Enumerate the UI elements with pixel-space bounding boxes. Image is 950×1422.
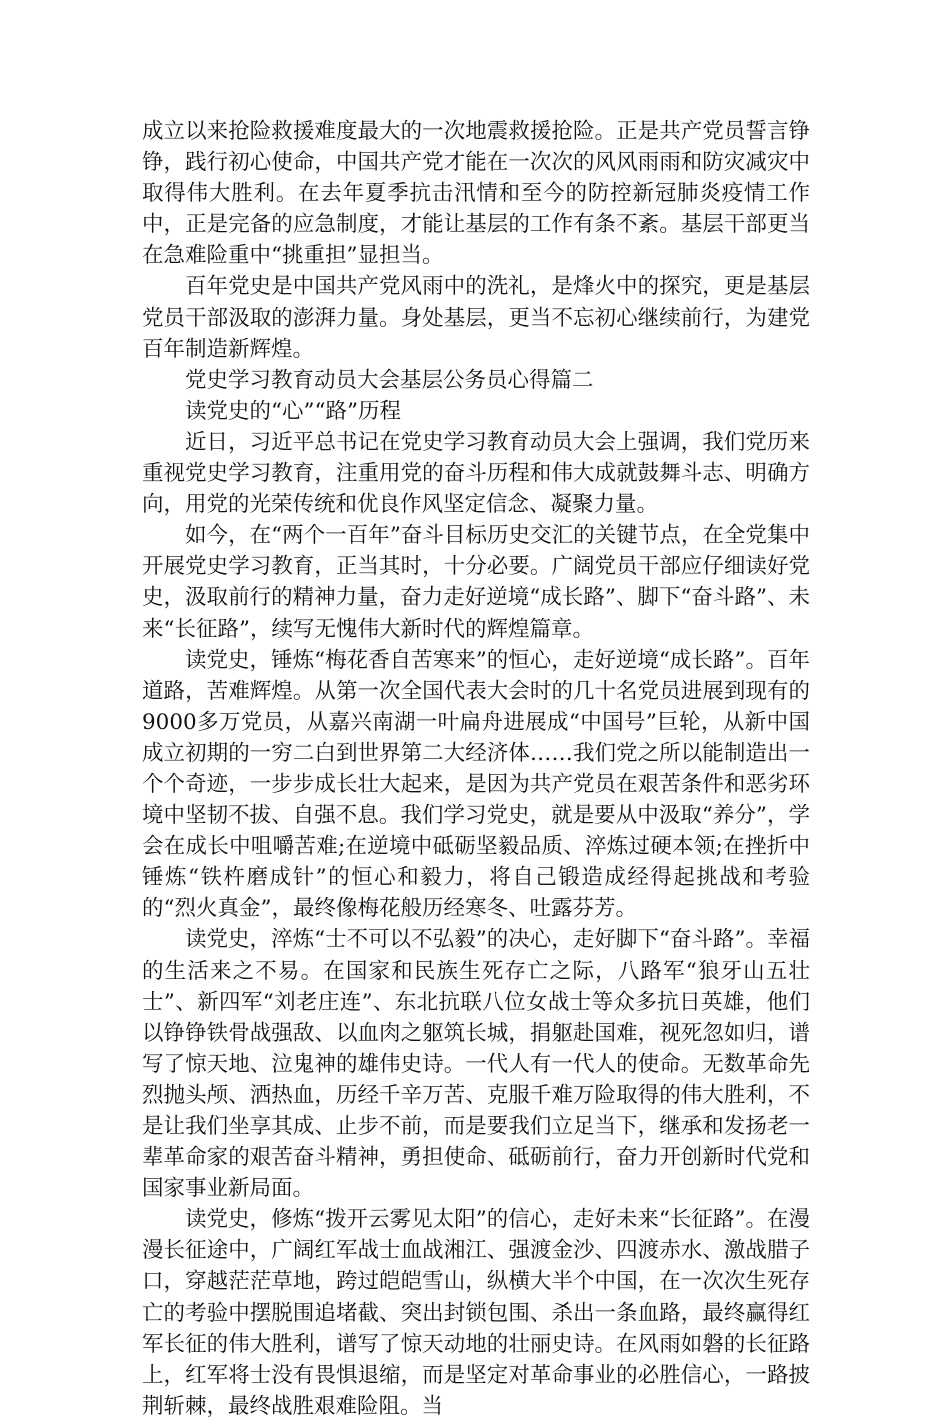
article-title: 党史学习教育动员大会基层公务员心得篇二: [185, 367, 594, 393]
paragraph: 读党史，修炼“拨开云雾见太阳”的信心，走好未来“长征路”。在漫漫长征途中，广阔红军战士血战湘江、强渡金沙、四渡赤水、激战腊子口，穿越茫茫草地，跨过皑皑雪山，纵横大半个中国，在一次次生死存亡的考验中摆脱围追堵截、突出封锁包围、杀出一条血路，最终赢得红军长征的伟大胜利，谱写了惊天动地的壮丽史诗。在风雨如磐的长征路上，红军将士没有畏惧退缩，而是坚定对革命事业的必胜信心，一路披荆斩棘，最终战胜艰难险阻。当: [142, 1207, 810, 1419]
article-subtitle: 读党史的“心”“路”历程: [185, 398, 401, 424]
paragraph: 读党史，锤炼“梅花香自苦寒来”的恒心，走好逆境“成长路”。百年道路，苦难辉煌。从第一次全国代表大会时的几十名党员进展到现有的9000多万党员，从嘉兴南湖一叶扁舟进展成“中国号”巨轮，从新中国成立初期的一穷二白到世界第二大经济体……我们党之所以能制造出一个个奇迹，一步步成长壮大起来，是因为共产党员在艰苦条件和恶劣环境中坚韧不拔、自强不息。我们学习党史，就是要从中汲取“养分”，学会在成长中咀嚼苦难;在逆境中砥砺坚毅品质、淬炼过硬本领;在挫折中锤炼“铁杵磨成针”的恒心和毅力，将自己锻造成经得起挑战和考验的“烈火真金”，最终像梅花般历经寒冬、吐露芬芳。: [142, 647, 810, 922]
document-body: [142, 116, 810, 1422]
paragraph: 成立以来抢险救援难度最大的一次地震救援抢险。正是共产党员誓言铮铮，践行初心使命，中国共产党才能在一次次的风风雨雨和防灾减灾中取得伟大胜利。在去年夏季抗击汛情和至今的防控新冠肺炎疫情工作中，正是完备的应急制度，才能让基层的工作有条不紊。基层干部更当在急难险重中“挑重担”显担当。: [142, 119, 810, 269]
paragraph: 百年党史是中国共产党风雨中的洗礼，是烽火中的探究，更是基层党员干部汲取的澎湃力量。身处基层，更当不忘初心继续前行，为建党百年制造新辉煌。: [142, 274, 810, 362]
paragraph: 读党史，淬炼“士不可以不弘毅”的决心，走好脚下“奋斗路”。幸福的生活来之不易。在国家和民族生死存亡之际，八路军“狼牙山五壮士”、新四军“刘老庄连”、东北抗联八位女战士等众多抗日英雄，他们以铮铮铁骨战强敌、以血肉之躯筑长城，捐躯赴国难，视死忽如归，谱写了惊天地、泣鬼神的雄伟史诗。一代人有一代人的使命。无数革命先烈抛头颅、洒热血，历经千辛万苦、克服千难万险取得的伟大胜利，不是让我们坐享其成、止步不前，而是要我们立足当下，继承和发扬老一辈革命家的艰苦奋斗精神，勇担使命、砥砺前行，奋力开创新时代党和国家事业新局面。: [142, 927, 810, 1202]
paragraph: 如今，在“两个一百年”奋斗目标历史交汇的关键节点，在全党集中开展党史学习教育，正当其时，十分必要。广阔党员干部应仔细读好党史，汲取前行的精神力量，奋力走好逆境“成长路”、脚下“奋斗路”、未来“长征路”，续写无愧伟大新时代的辉煌篇章。: [142, 523, 810, 642]
paragraph: 近日，习近平总书记在党史学习教育动员大会上强调，我们党历来重视党史学习教育，注重用党的奋斗历程和伟大成就鼓舞斗志、明确方向，用党的光荣传统和优良作风坚定信念、凝聚力量。: [142, 429, 810, 518]
